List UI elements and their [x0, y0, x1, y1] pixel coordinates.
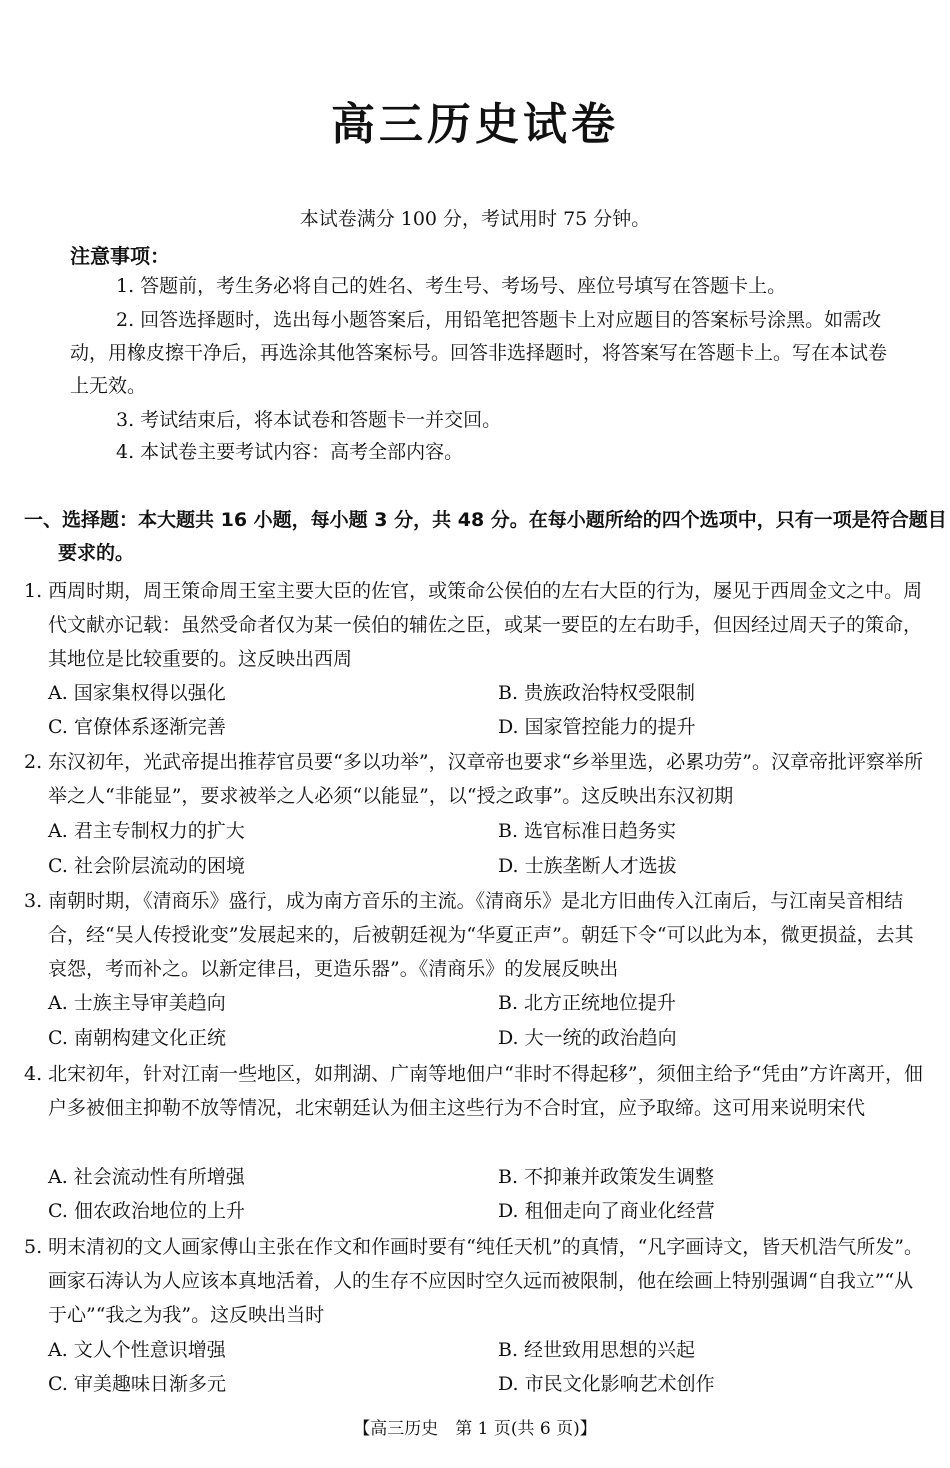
question-5-option-b: B. 经世致用思想的兴起	[498, 1339, 696, 1361]
notice-item: 3. 考试结束后，将本试卷和答题卡一并交回。	[116, 409, 502, 431]
question-4-option-c: C. 佃农政治地位的上升	[48, 1200, 245, 1222]
question-stem-3: 3. 南朝时期，《清商乐》盛行，成为南方音乐的主流。《清商乐》是北方旧曲传入江南后，与江南吴音相结合，经“吴人传授讹变”发展起来的，后被朝廷视为“华夏正声”。朝廷下令“可以此为本，微更损益，去其哀怨，考而补之。以新定律吕，更造乐器”。《清商乐》的发展反映出	[24, 890, 914, 980]
question-1-option-d: D. 国家管控能力的提升	[498, 716, 696, 738]
question-5-option-c: C. 审美趣味日渐多元	[48, 1373, 226, 1395]
exam-subtitle: 本试卷满分 100 分，考试用时 75 分钟。	[299, 208, 651, 230]
question-stem-1: 1. 西周时期，周王策命周王室主要大臣的佐官，或策命公侯伯的左右大臣的行为，屡见于西周金文之中。周代文献亦记载：虽然受命者仅为某一侯伯的辅佐之臣，或某一要臣的左右助手，但因经过周天子的策命，其地位是比较重要的。这反映出西周	[24, 580, 923, 670]
notice-heading: 注意事项：	[70, 244, 170, 268]
question-stem-2: 2. 东汉初年，光武帝提出推荐官员要“多以功举”，汉章帝也要求“乡举里选，必累功劳”。汉章帝批评察举所举之人“非能显”，要求被举之人必须“以能显”，以“授之政事”。这反映出东汉初期	[24, 751, 924, 807]
question-2-option-d: D. 士族垄断人才选拔	[498, 855, 677, 877]
question-1-option-a: A. 国家集权得以强化	[48, 682, 226, 704]
question-5-option-a: A. 文人个性意识增强	[48, 1339, 226, 1361]
question-stem-4: 4. 北宋初年，针对江南一些地区，如荆湖、广南等地佃户“非时不得起移”，须佃主给予“凭由”方许离开，佃户多被佃主抑勒不放等情况，北宋朝廷认为佃主这些行为不合时宜，应予取缔。这可用来说明宋代	[24, 1063, 924, 1119]
section-heading: 一、选择题：本大题共 16 小题，每小题 3 分，共 48 分。在每小题所给的四个选项中，只有一项是符合题目要求的。	[24, 509, 947, 564]
question-5-option-d: D. 市民文化影响艺术创作	[498, 1373, 715, 1395]
question-3-option-d: D. 大一统的政治趋向	[498, 1027, 677, 1049]
exam-title: 高三历史试卷	[331, 99, 619, 150]
question-4-option-a: A. 社会流动性有所增强	[48, 1166, 245, 1188]
question-stem-5: 5. 明末清初的文人画家傅山主张在作文和作画时要有“纯任天机”的真情，“凡字画诗文，皆天机浩气所发”。画家石涛认为人应该本真地活着，人的生存不应因时空久远而被限制，他在绘画上特别强调“自我立”“从于心”“我之为我”。这反映出当时	[24, 1236, 924, 1326]
question-4-option-b: B. 不抑兼并政策发生调整	[498, 1166, 715, 1188]
question-2-option-a: A. 君主专制权力的扩大	[48, 820, 245, 842]
question-2-option-b: B. 选官标准日趋务实	[498, 820, 677, 842]
question-3-option-a: A. 士族主导审美趋向	[48, 992, 226, 1014]
page-footer: 【高三历史 第 1 页(共 6 页)】	[353, 1419, 597, 1439]
question-2-option-c: C. 社会阶层流动的困境	[48, 855, 245, 877]
question-1-option-c: C. 官僚体系逐渐完善	[48, 716, 226, 738]
notice-item: 4. 本试卷主要考试内容：高考全部内容。	[116, 441, 464, 463]
question-4-option-d: D. 租佃走向了商业化经营	[498, 1200, 715, 1222]
question-3-option-c: C. 南朝构建文化正统	[48, 1027, 226, 1049]
notice-item: 2. 回答选择题时，选出每小题答案后，用铅笔把答题卡上对应题目的答案标号涂黑。如需改动，用橡皮擦干净后，再选涂其他答案标号。回答非选择题时，将答案写在答题卡上。写在本试卷上无效。	[70, 309, 888, 397]
question-3-option-b: B. 北方正统地位提升	[498, 992, 677, 1014]
question-1-option-b: B. 贵族政治特权受限制	[498, 682, 696, 704]
notice-item: 1. 答题前，考生务必将自己的姓名、考生号、考场号、座位号填写在答题卡上。	[116, 275, 787, 297]
